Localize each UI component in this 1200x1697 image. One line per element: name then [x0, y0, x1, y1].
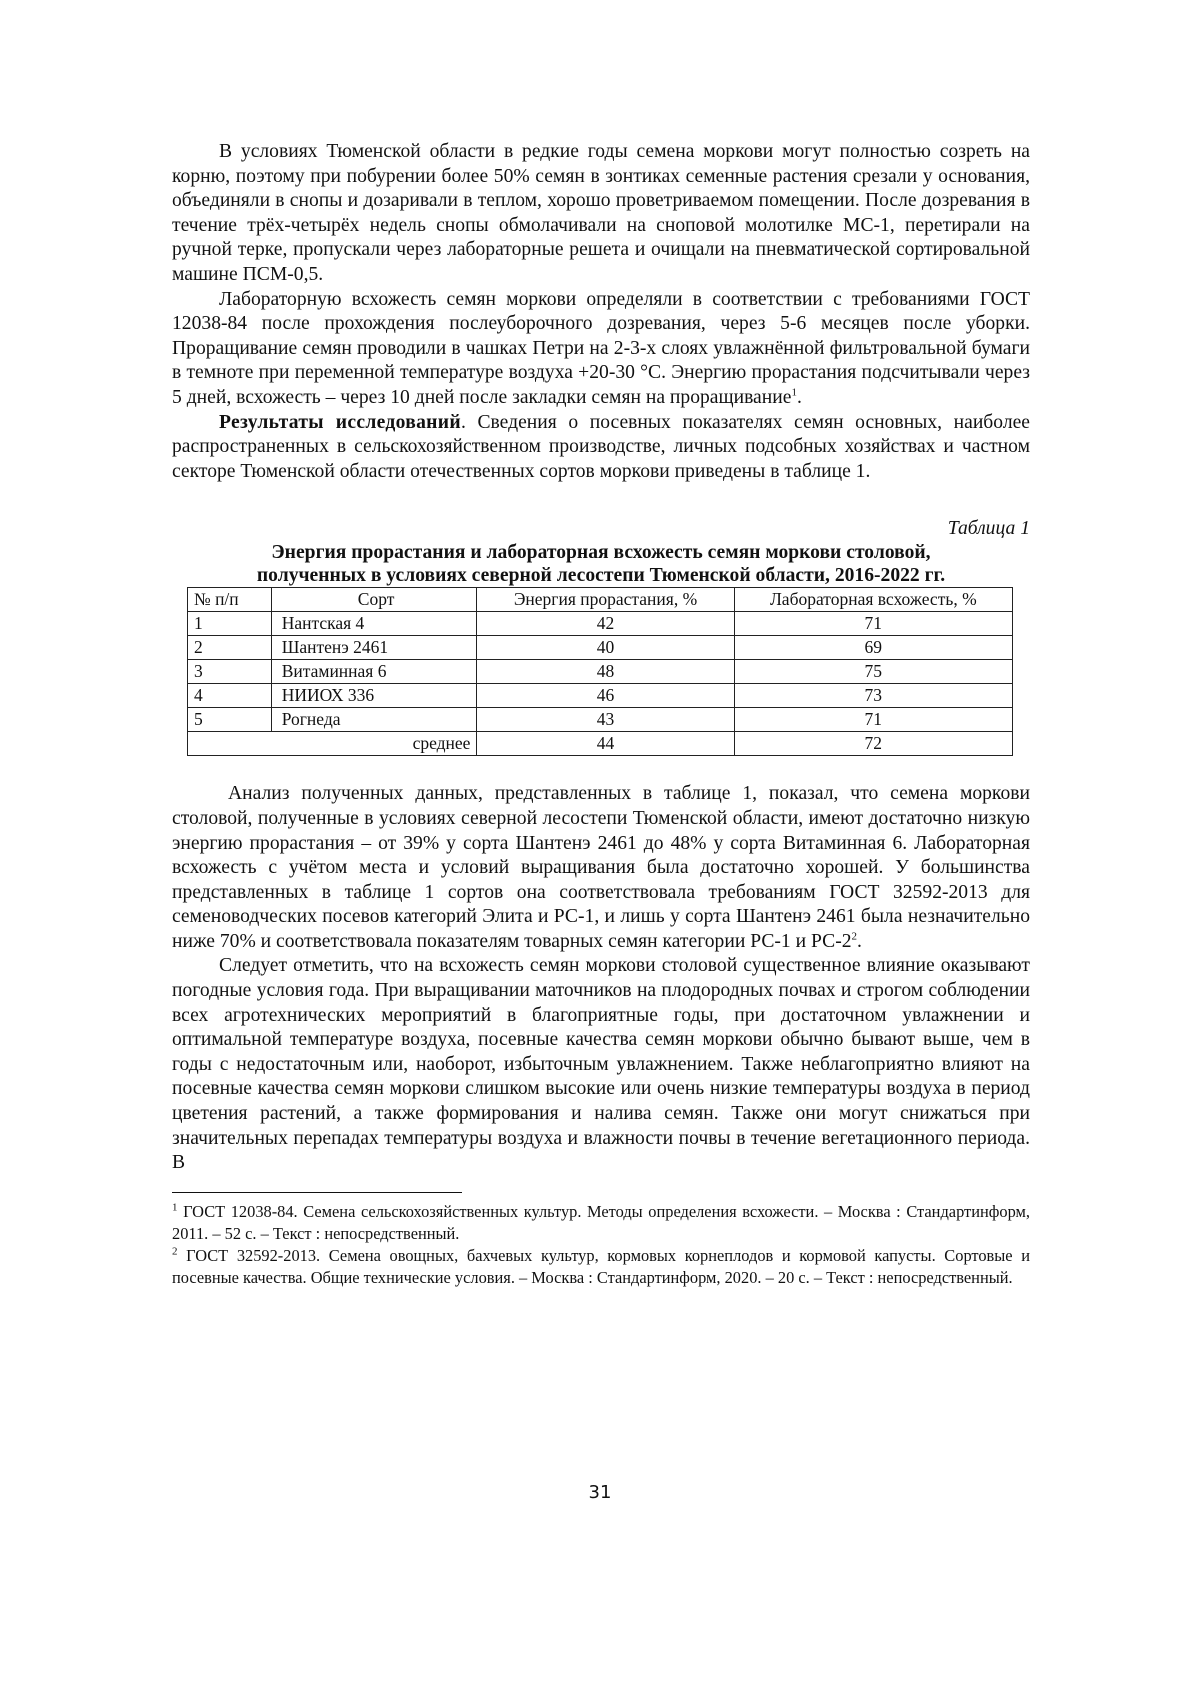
cell-average-label: среднее [188, 732, 477, 756]
cell-variety: Шантенэ 2461 [271, 636, 477, 660]
cell-energy: 43 [477, 708, 734, 732]
paragraph-1: В условиях Тюменской области в редкие годы семена моркови могут полностью созреть на корню, поэтому при побурении более 50% семян в зонтиках семенные растения срезали у основания, объединяли в снопы и дозаривали в теплом, хорошо проветриваемом помещении. После дозревания в течение трёх-четырёх недель снопы обмолачивали на сноповой молотилке МС-1, перетирали на ручной терке, пропускали через лабораторные решета и очищали на пневматической сортировальной машине ПСМ-0,5. [172, 141, 1030, 285]
paragraph-2-text: Лабораторную всхожесть семян моркови определяли в соответствии с требованиями ГОСТ 12038-84 после прохождения послеуборочного дозревания, через 5-6 месяцев после уборки. Проращивание семян проводили в чашках Петри на 2-3-х слоях увлажнённой фильтровальной бумаги в темноте при переменной температуре воздуха +20-30 °С. Энергию прорастания подсчитывали через 5 дней, всхожесть – через 10 дней после закладки семян на проращивание [172, 288, 1030, 408]
paragraph-5: Следует отметить, что на всхожесть семян моркови столовой существенное влияние оказывают погодные условия года. При выращивании маточников на плодородных почвах и строгом соблюдении всех агротехнических мероприятий в благоприятные годы, при достаточном увлажнении и оптимальной температуре воздуха, посевные качества семян моркови обычно бывают выше, чем в годы с недостаточным или, наоборот, избыточным увлажнением. Также неблагоприятно влияют на посевные качества семян моркови слишком высокие или очень низкие температуры воздуха в период цветения растений, а также формирования и налива семян. Также они могут снижаться при значительных перепадах температуры воздуха и влажности почвы в течение вегетационного периода. В [172, 955, 1030, 1174]
results-heading: Результаты исследований [219, 411, 461, 433]
cell-variety: Нантская 4 [271, 612, 477, 636]
cell-number: 1 [188, 612, 272, 636]
header-energy: Энергия прорастания, % [477, 588, 734, 612]
cell-germination: 71 [734, 612, 1012, 636]
footnote-ref-2[interactable]: 2 [851, 930, 858, 943]
table-row [188, 612, 1013, 636]
cell-number: 3 [188, 660, 272, 684]
cell-energy: 42 [477, 612, 734, 636]
cell-germination: 75 [734, 660, 1012, 684]
table-row [188, 636, 1013, 660]
cell-average-energy: 44 [477, 732, 734, 756]
footnote-1 [172, 1201, 1030, 1245]
paragraph-4-text: Анализ полученных данных, представленных в таблице 1, показал, что семена моркови столовой, полученные в условиях северной лесостепи Тюменской области, имеют достаточно низкую энергию прорастания – от 39% у сорта Шантенэ 2461 до 48% у сорта Витаминная 6. Лабораторная всхожесть с учётом места и условий выращивания была достаточно хорошей. У большинства представленных в таблице 1 сортов она соответствовала требованиям ГОСТ 32592-2013 для семеноводческих посевов категорий Элита и РС-1, и лишь у сорта Шантенэ 2461 была незначительно ниже 70% и соответствовала показателям товарных семян категории РС-1 и РС-2 [172, 783, 1030, 952]
paragraph-4 [172, 782, 1030, 954]
paragraph-2 [172, 288, 1030, 411]
footnote-separator [172, 1192, 462, 1193]
footnote-mark-1: 1 [172, 1201, 178, 1214]
cell-variety: Рогнеда [271, 708, 477, 732]
page-body [172, 140, 1030, 1289]
cell-germination: 71 [734, 708, 1012, 732]
paragraph-3-text: . Сведения о посевных показателях семян основных, наиболее распространенных в сельскохозяйственном производстве, личных подсобных хозяйствах и частном секторе Тюменской области отечественных сортов моркови приведены в таблице 1. [172, 411, 1030, 482]
cell-average-germination: 72 [734, 732, 1012, 756]
footnote-2-text: ГОСТ 32592-2013. Семена овощных, бахчевых культур, кормовых корнеплодов и кормовой капусты. Сортовые и посевные качества. Общие технические условия. – Москва : Стандартинформ, 2020. – 20 с. – Текст : непосредственный. [172, 1245, 1030, 1287]
cell-germination: 73 [734, 684, 1012, 708]
cell-variety: НИИОХ 336 [271, 684, 477, 708]
header-variety: Сорт [271, 588, 477, 612]
table-row [188, 684, 1013, 708]
footnote-1-text: ГОСТ 12038-84. Семена сельскохозяйственных культур. Методы определения всхожести. – Москва : Стандартинформ, 2011. – 52 с. – Текст : непосредственный. [172, 1201, 1030, 1243]
table-title-line-2: полученных в условиях северной лесостепи Тюменской области, 2016-2022 гг. [256, 565, 946, 587]
table-average-row [188, 732, 1013, 756]
cell-energy: 48 [477, 660, 734, 684]
cell-energy: 46 [477, 684, 734, 708]
paragraph-2-end: . [796, 386, 802, 408]
header-germination: Лабораторная всхожесть, % [734, 588, 1012, 612]
paragraph-3 [172, 411, 1030, 485]
cell-germination: 69 [734, 636, 1012, 660]
cell-number: 2 [188, 636, 272, 660]
footnote-ref-1[interactable]: 1 [791, 386, 797, 399]
cell-number: 4 [188, 684, 272, 708]
table-title-line-1: Энергия прорастания и лабораторная всхожесть семян моркови столовой, [271, 542, 931, 564]
cell-energy: 40 [477, 636, 734, 660]
cell-number: 5 [188, 708, 272, 732]
seed-quality-table [187, 587, 1013, 756]
table-row [188, 708, 1013, 732]
paragraph-4-end: . [857, 930, 862, 952]
cell-variety: Витаминная 6 [271, 660, 477, 684]
footnote-2 [172, 1245, 1030, 1289]
table-row [188, 660, 1013, 684]
table-label: Таблица 1 [947, 518, 1030, 540]
table-header-row [188, 588, 1013, 612]
header-number: № п/п [188, 588, 272, 612]
footnote-mark-2: 2 [172, 1245, 178, 1258]
page-number: 31 [588, 1482, 612, 1503]
